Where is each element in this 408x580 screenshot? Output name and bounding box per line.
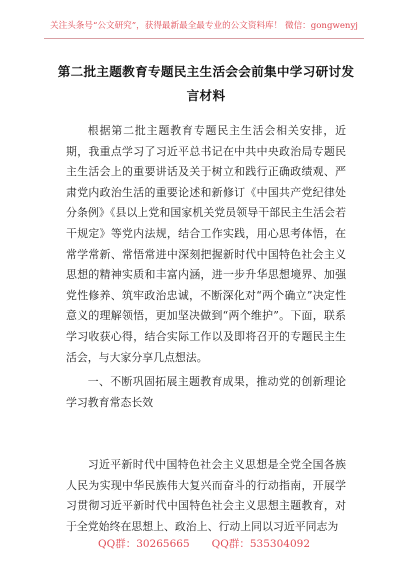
footer-qq-group-1: QQ群：30265665 — [97, 538, 190, 550]
header-divider — [44, 38, 364, 39]
body-paragraph: 习近平新时代中国特色社会主义思想是全党全国各族人民为实现中华民族伟大复兴而奋斗的行动指南，开展学习贯彻习近平新时代中国特色社会主义思想主题教育，对于全党始终在思想上、政治上、行动上同以习近平同志为 — [66, 458, 346, 533]
document-title: 第二批主题教育专题民主生活会会前集中学习研讨发言材料 — [57, 64, 355, 103]
footer-qq-group-2: QQ群：535304092 — [211, 538, 310, 550]
footer-contact — [0, 537, 408, 551]
header-promo-banner: 关注头条号“公文研究”，获得最新最全最专业的公文资料库！ 微信：gongwenyj — [50, 21, 358, 31]
section-heading: 一、不断巩固拓展主题教育成果，推动党的创新理论学习教育常态长效 — [66, 375, 346, 409]
body-paragraph: 根据第二批主题教育专题民主生活会相关安排，近期，我重点学习了习近平总书记在中共中央政治局专题民主生活会上的重要讲话及关于树立和践行正确政绩观、严肃党内政治生活的重要论述和新修订《中国共产党纪律处分条例》《县以上党和国家机关党员领导干部民主生活会若干规定》等党内法规，结合工作实践，用心思考体悟，在常学常新、常悟常进中深刻把握新时代中国特色社会主义思想的精神实质和丰富内涵，进一步升华思想境界、加强党性修养、筑牢政治忠诚，不断深化对“两个确立”决定性意义的理解领悟，更加坚决做到“两个维护”。下面，联系学习收获心得，结合实际工作以及即将召开的专题民主生活会，与大家分享几点想法。 — [66, 124, 346, 364]
